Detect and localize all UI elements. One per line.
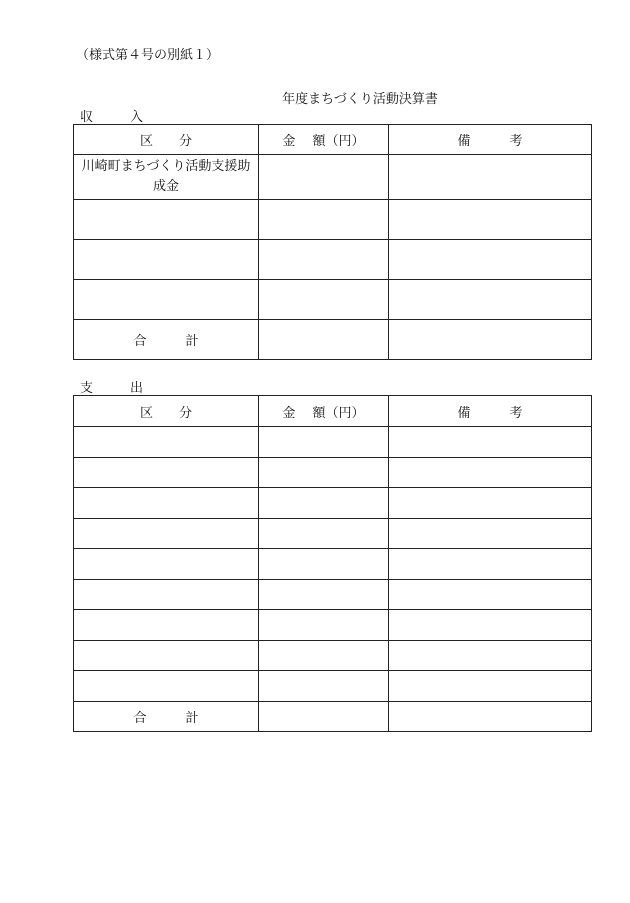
expense-row bbox=[74, 640, 592, 671]
expense-row bbox=[74, 671, 592, 702]
expense-category-cell[interactable] bbox=[74, 579, 259, 610]
income-row bbox=[74, 240, 592, 280]
expense-total-label: 合 計 bbox=[74, 701, 259, 731]
expense-row bbox=[74, 488, 592, 519]
expense-remarks-cell[interactable] bbox=[389, 518, 592, 549]
expense-total-row bbox=[74, 701, 592, 731]
expense-remarks-cell[interactable] bbox=[389, 457, 592, 488]
income-total-remarks-cell[interactable] bbox=[389, 320, 592, 360]
expense-row bbox=[74, 427, 592, 458]
expense-table bbox=[73, 395, 592, 732]
expense-header-row bbox=[74, 396, 592, 427]
expense-remarks-cell[interactable] bbox=[389, 640, 592, 671]
expense-amount-cell[interactable] bbox=[259, 518, 389, 549]
income-amount-cell[interactable] bbox=[259, 280, 389, 320]
expense-category-cell[interactable] bbox=[74, 427, 259, 458]
expense-remarks-cell[interactable] bbox=[389, 579, 592, 610]
income-amount-cell[interactable] bbox=[259, 155, 389, 200]
income-row bbox=[74, 155, 592, 200]
expense-amount-cell[interactable] bbox=[259, 457, 389, 488]
income-remarks-cell[interactable] bbox=[389, 280, 592, 320]
expense-row bbox=[74, 518, 592, 549]
income-category-cell[interactable] bbox=[74, 200, 259, 240]
expense-category-cell[interactable] bbox=[74, 671, 259, 702]
expense-category-cell[interactable] bbox=[74, 549, 259, 580]
expense-remarks-cell[interactable] bbox=[389, 549, 592, 580]
income-remarks-cell[interactable] bbox=[389, 200, 592, 240]
income-remarks-cell[interactable] bbox=[389, 240, 592, 280]
expense-remarks-cell[interactable] bbox=[389, 671, 592, 702]
income-table bbox=[73, 124, 592, 360]
expense-header-remarks: 備 考 bbox=[389, 396, 592, 427]
expense-category-cell[interactable] bbox=[74, 488, 259, 519]
expense-amount-cell[interactable] bbox=[259, 671, 389, 702]
expense-remarks-cell[interactable] bbox=[389, 488, 592, 519]
expense-row bbox=[74, 579, 592, 610]
expense-section-label: 支 出 bbox=[80, 381, 156, 396]
expense-remarks-cell[interactable] bbox=[389, 610, 592, 641]
document-title: 年度まちづくり活動決算書 bbox=[282, 92, 438, 107]
income-category-cell[interactable] bbox=[74, 240, 259, 280]
income-row bbox=[74, 200, 592, 240]
income-section-label: 収 入 bbox=[80, 110, 156, 125]
expense-row bbox=[74, 457, 592, 488]
expense-category-cell[interactable] bbox=[74, 518, 259, 549]
income-total-amount-cell[interactable] bbox=[259, 320, 389, 360]
expense-row bbox=[74, 549, 592, 580]
income-header-row bbox=[74, 125, 592, 155]
expense-row bbox=[74, 610, 592, 641]
expense-header-amount: 金 額（円） bbox=[259, 396, 389, 427]
expense-category-cell[interactable] bbox=[74, 457, 259, 488]
income-row bbox=[74, 280, 592, 320]
income-header-amount: 金 額（円） bbox=[259, 125, 389, 155]
income-amount-cell[interactable] bbox=[259, 200, 389, 240]
expense-remarks-cell[interactable] bbox=[389, 427, 592, 458]
expense-amount-cell[interactable] bbox=[259, 579, 389, 610]
expense-amount-cell[interactable] bbox=[259, 427, 389, 458]
income-total-label: 合 計 bbox=[74, 320, 259, 360]
expense-total-remarks-cell[interactable] bbox=[389, 701, 592, 731]
expense-amount-cell[interactable] bbox=[259, 610, 389, 641]
income-amount-cell[interactable] bbox=[259, 240, 389, 280]
expense-category-cell[interactable] bbox=[74, 640, 259, 671]
expense-amount-cell[interactable] bbox=[259, 640, 389, 671]
expense-total-amount-cell[interactable] bbox=[259, 701, 389, 731]
income-category-cell[interactable] bbox=[74, 280, 259, 320]
expense-amount-cell[interactable] bbox=[259, 549, 389, 580]
income-category-cell[interactable]: 川崎町まちづくり活動支援助成金 bbox=[74, 155, 259, 200]
expense-category-cell[interactable] bbox=[74, 610, 259, 641]
income-remarks-cell[interactable] bbox=[389, 155, 592, 200]
expense-amount-cell[interactable] bbox=[259, 488, 389, 519]
form-reference: （様式第４号の別紙１） bbox=[76, 48, 220, 63]
expense-header-category: 区 分 bbox=[74, 396, 259, 427]
income-header-category: 区 分 bbox=[74, 125, 259, 155]
income-header-remarks: 備 考 bbox=[389, 125, 592, 155]
income-total-row bbox=[74, 320, 592, 360]
